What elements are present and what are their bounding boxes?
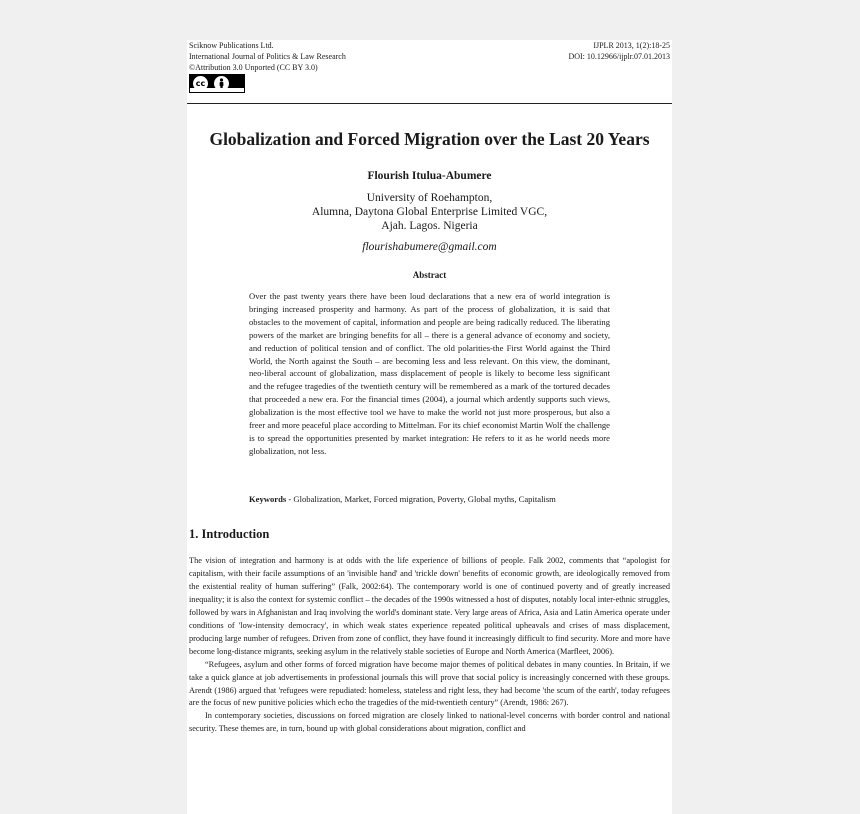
license-line: ©Attribution 3.0 Unported (CC BY 3.0)	[189, 63, 318, 72]
paper-page	[187, 40, 672, 814]
abstract-text: Over the past twenty years there have been loud declarations that a new era of world integration is bringing increased prosperity and harmony. As part of the process of globalization, it is said that obstacles to the movement of capital, information and people are being radically reduced. The liberating powers of the market are bringing benefits for all – there is a general advance of economy and society, and reduction of political tension and of conflict. The old polarities-the First World against the Third World, the North against the South – are becoming less and less relevant. On this view, the dominant, neo-liberal account of globalization, mass displacement of people is likely to become less significant and the refugee tragedies of the twentieth century will be remembered as a mark of the tortured decades that proceeded a new era. For the financial times (2004), a journal which ardently supports such views, globalization is the most effective tool we have to make the world not just more prosperous, but also a freer and more peaceful place according to Mittelman. For its chief economist Martin Wolf the challenge is to spread the opportunities presented by market integration: He refers to it as he world needs more globalization, not less.	[249, 291, 610, 456]
journal-name-line: International Journal of Politics & Law Research	[189, 52, 346, 61]
cc-license-badge[interactable]	[189, 74, 245, 93]
author-name: Flourish Itulua-Abumere	[367, 170, 492, 182]
paragraph: The vision of integration and harmony is at odds with the life experience of billions of people. Falk 2002, comments that “apologist for capitalism, with their facile assumptions of an 'invisible hand' and 'trickle down' benefits of economic growth, are ideologically removed from the existential reality of human suffering” (Falk, 2002:64). The contemporary world is one of continued poverty and of greatly increased inequality; it is also the context for systemic conflict – the decades of the 1990s witnessed a host of disputes, notably local inter-ethnic struggles, followed by wars in Afghanistan and Iraq involving the world's dominant state. Very large areas of Africa, Asia and Latin America operate under conditions of 'low-intensity democracy', in which weak states experience repeated political upheavals and crises of mass displacement, producing large number of refugees. Driven from zone of conflict, they have found it increasingly difficult to find security. More and more have become long-distance migrants, seeking asylum in the relatively stable societies of Europe and North America (Marfleet, 2006).	[189, 556, 670, 656]
section-heading-introduction: 1. Introduction	[189, 527, 270, 541]
affiliation-line: Alumna, Daytona Global Enterprise Limited VGC,	[311, 206, 548, 218]
badge-strip	[190, 88, 244, 92]
abstract-heading: Abstract	[412, 270, 447, 280]
cc-icon: cc	[193, 76, 208, 91]
volume-line: IJPLR 2013, 1(2):18-25	[593, 41, 670, 50]
paper-title: Globalization and Forced Migration over the Last 20 Years	[209, 129, 650, 149]
journal-info	[189, 40, 346, 73]
author-email[interactable]: flourishabumere@gmail.com	[362, 241, 497, 253]
citation-info	[568, 40, 670, 62]
introduction-body	[189, 555, 670, 736]
publisher-line: Sciknow Publications Ltd.	[189, 41, 274, 50]
paragraph: In contemporary societies, discussions on forced migration are closely linked to national-level concerns with border control and national security. These themes are, in turn, bound up with global considerations about migration, conflict and	[189, 711, 670, 734]
doi-line: DOI: 10.12966/ijplr.07.01.2013	[568, 52, 670, 61]
keywords-list: - Globalization, Market, Forced migration, Poverty, Global myths, Capitalism	[286, 494, 556, 504]
paragraph: “Refugees, asylum and other forms of forced migration have become major themes of political debates in many counties. In Britain, if we take a quick glance at job advertisements in professional journals this will prove that social policy is increasingly concerned with these groups. Arendt (1986) argued that 'refugees were repudiated: homeless, stateless and right less, they had become 'the scum of the earth', today refugees are the focus of new punitive policies which echo the tragedies of the mid-twentieth century” (Arendt, 1986: 267).	[189, 659, 670, 708]
keywords-label: Keywords	[249, 494, 287, 504]
affiliation-line: University of Roehampton,	[366, 192, 493, 204]
author-affiliation	[187, 191, 672, 233]
keywords	[249, 494, 629, 504]
header-rule	[187, 103, 672, 104]
affiliation-line: Ajah. Lagos. Nigeria	[381, 220, 478, 232]
